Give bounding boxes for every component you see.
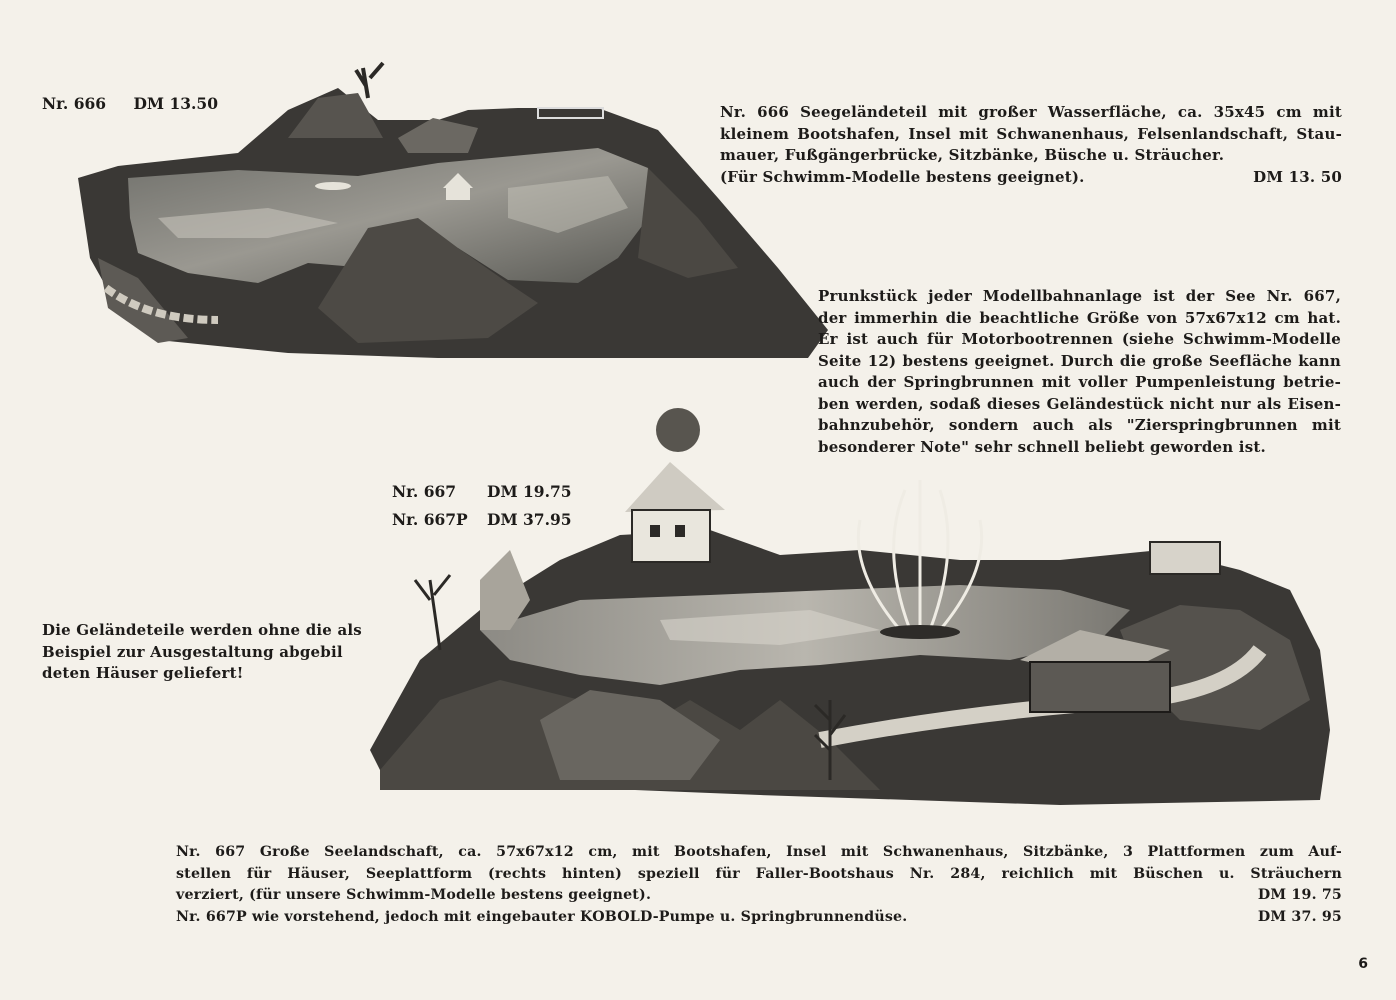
promo-line: der immerhin die beachtliche Größe von 57x67x12 cm hat. <box>818 308 1341 327</box>
promo-line: Prunkstück jeder Modellbahnanlage ist der See Nr. 667, <box>818 287 1341 305</box>
lake-666-price-tag <box>42 94 218 113</box>
delivery-note <box>42 620 382 685</box>
lake-667-tag-nr: Nr. 667 <box>392 482 457 501</box>
desc-667-price: DM 19. 75 <box>1257 887 1342 903</box>
note-line: deten Häuser geliefert! <box>42 664 244 682</box>
desc-667-line3: verziert, (für unsere Schwimm-Modelle bestens geeignet). <box>176 887 652 903</box>
lake-667p-tag-price: DM 37.95 <box>487 510 572 529</box>
desc-666-price-row <box>720 167 1342 189</box>
lake-666-tag-nr: Nr. 666 <box>42 94 107 113</box>
desc-667-price-row <box>176 885 1342 907</box>
desc-666-last-line: (Für Schwimm-Modelle bestens geeignet). <box>720 167 1085 186</box>
promo-line: auch der Springbrunnen mit voller Pumpenleistung betrie- <box>818 373 1341 391</box>
lake-667-illustration <box>360 400 1345 820</box>
note-line: Die Geländeteile werden ohne die als <box>42 621 362 639</box>
promo-line: Er ist auch für Motorbootrennen (siehe Schwimm-Modelle <box>818 330 1341 348</box>
desc-666-line: mauer, Fußgängerbrücke, Sitzbänke, Büsche u. Sträucher. <box>720 146 1225 164</box>
page-number: 6 <box>1358 956 1368 972</box>
desc-667p-price-row <box>176 907 1342 929</box>
desc-666-line: Nr. 666 Seegeländeteil mit großer Wasserfläche, ca. 35x45 cm mit <box>720 103 1342 121</box>
promo-line: Seite 12) bestens geeignet. Durch die große Seefläche kann <box>818 351 1341 370</box>
desc-667-line: stellen für Häuser, Seeplattform (rechts hinten) speziell für Faller-Bootshaus Nr. 284, reichlich mit Büschen u. Sträuchern <box>176 865 1342 882</box>
lake-666-description <box>720 102 1342 188</box>
promo-line: ben werden, sodaß dieses Geländestück nicht nur als Eisen- <box>818 394 1341 413</box>
lake-667-description <box>176 842 1342 928</box>
lake-666-tag-price: DM 13.50 <box>133 94 218 113</box>
lake-667-tag-price: DM 19.75 <box>487 482 572 501</box>
note-line: Beispiel zur Ausgestaltung abgebil <box>42 642 343 661</box>
desc-667p-line: Nr. 667P wie vorstehend, jedoch mit eingebauter KOBOLD-Pumpe u. Springbrunnendüse. <box>176 908 908 925</box>
desc-666-price: DM 13. 50 <box>1253 167 1342 186</box>
desc-666-line: kleinem Bootshafen, Insel mit Schwanenhaus, Felsenlandschaft, Stau- <box>720 124 1342 143</box>
desc-667-line: Nr. 667 Große Seelandschaft, ca. 57x67x12 cm, mit Bootshafen, Insel mit Schwanenhaus, Sitzbänke, 3 Plattformen zum Auf- <box>176 844 1342 860</box>
promo-line: bahnzubehör, sondern auch als "Zierspringbrunnen mit <box>818 416 1341 434</box>
desc-667p-price: DM 37. 95 <box>1257 908 1342 925</box>
lake-667p-tag-nr: Nr. 667P <box>392 510 468 529</box>
promo-line: besonderer Note" sehr schnell beliebt geworden ist. <box>818 437 1266 456</box>
